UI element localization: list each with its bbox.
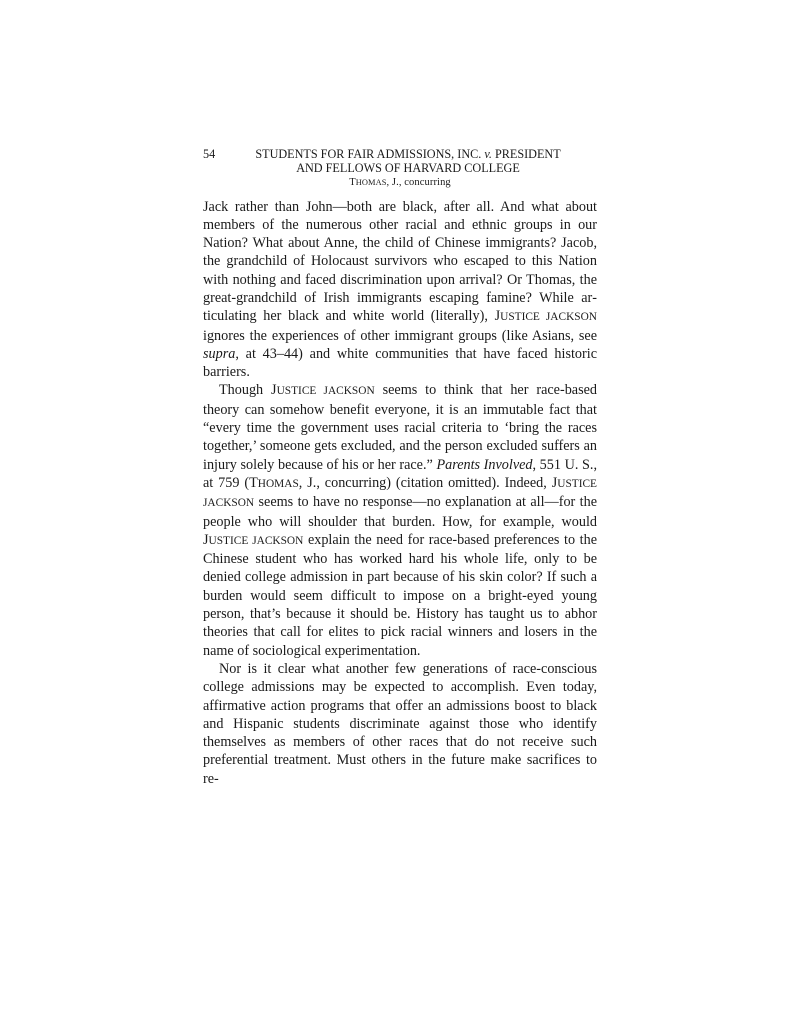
running-header bbox=[203, 148, 597, 190]
opinion-body bbox=[203, 198, 597, 789]
page-number: 54 bbox=[203, 147, 216, 161]
opinion-page bbox=[203, 148, 597, 788]
paragraph-2: Though JUSTICE JACKSON seems to think that her race-based theory can somehow benefit everyone, it is an immutable fact that “every time the government uses racial criteria to ‘bring the races together,’ someone gets excluded, and the person excluded suffers an injury solely because of his or her race.” Parents Involved, 551 U. S., at 759 (THOMAS, J., concurring) (citation omitted). Indeed, JUSTICE JACKSON seems to have no response—no explanation at all—for the people who will shoulder that burden. How, for example, would JUSTICE JACKSON explain the need for race-based preferences to the Chinese student who has worked hard his whole life, only to be denied college admission in part because of his skin color? If such a burden would seem difficult to impose on a bright-eyed young person, that’s because it should be. History has taught us to abhor theories that call for elites to pick racial winners and losers in the name of sociological experimentation. bbox=[203, 382, 598, 659]
opinion-attribution: THOMAS, J., concurring bbox=[349, 177, 451, 188]
paragraph-3: Nor is it clear what another few generations of race-conscious college admissions may be expected to accomplish. Even today, affirmative action programs that offer an admissions boost to black and Hispanic students discriminate against those who identify themselves as members of other races that do not receive such preferential treatment. Must others in the future make sacrifices to re- bbox=[203, 660, 597, 787]
case-caption-line-1: STUDENTS FOR FAIR ADMISSIONS, INC. v. PRESIDENT bbox=[255, 147, 561, 161]
case-caption-line-2: AND FELLOWS OF HARVARD COLLEGE bbox=[296, 160, 520, 175]
paragraph-1: Jack rather than John—both are black, after all. And what about members of the numerous other racial and ethnic groups in our Nation? What about Anne, the child of Chinese immigrants? Jacob, the grandchild of Holocaust survivors who escaped to this Nation with nothing and faced discrimination upon arrival? Or Thomas, the great-grandchild of Irish immigrants escaping famine? While articulating her black and white world (literally), JUSTICE JACKSON ignores the experiences of other immigrant groups (like Asians, see supra, at 43–44) and white communities that have faced historic barriers. bbox=[203, 198, 597, 381]
